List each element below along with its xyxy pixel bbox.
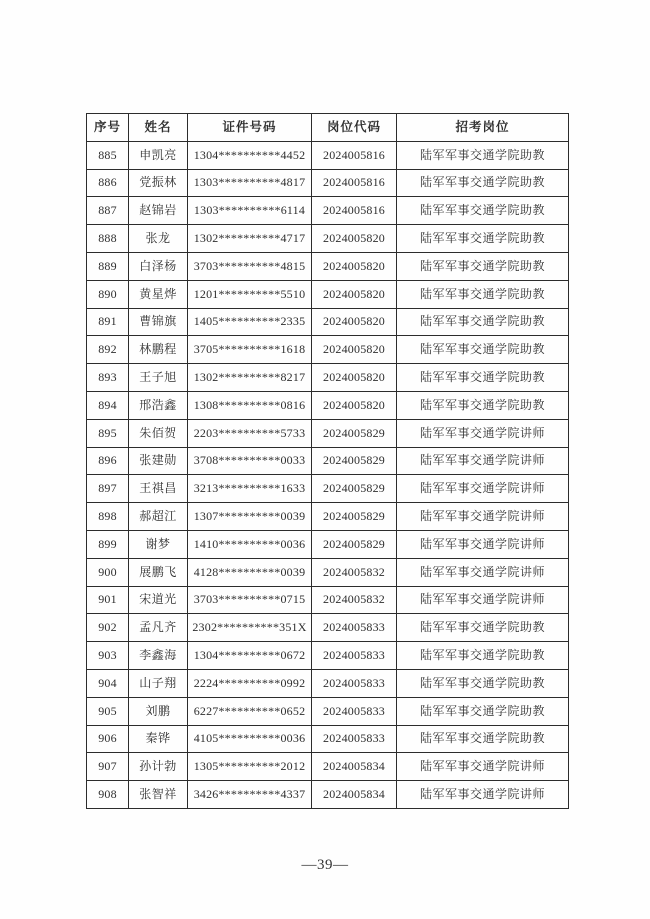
cell-id-number: 3705**********1618 [188,336,312,364]
cell-recruit-position: 陆军军事交通学院助教 [397,280,569,308]
cell-id-number: 1302**********4717 [188,225,312,253]
cell-position-code: 2024005820 [312,391,397,419]
cell-recruit-position: 陆军军事交通学院助教 [397,391,569,419]
cell-id-number: 3703**********0715 [188,586,312,614]
cell-id-number: 1304**********4452 [188,141,312,169]
column-header-recruit-position: 招考岗位 [397,114,569,142]
cell-id-number: 3426**********4337 [188,781,312,809]
cell-name: 张智祥 [129,781,188,809]
cell-position-code: 2024005816 [312,169,397,197]
cell-recruit-position: 陆军军事交通学院讲师 [397,781,569,809]
cell-serial: 908 [87,781,129,809]
cell-recruit-position: 陆军军事交通学院讲师 [397,753,569,781]
table-row [87,753,569,781]
cell-serial: 895 [87,419,129,447]
cell-serial: 900 [87,558,129,586]
cell-name: 孙计勃 [129,753,188,781]
cell-recruit-position: 陆军军事交通学院助教 [397,308,569,336]
cell-id-number: 1305**********2012 [188,753,312,781]
column-header-id-number: 证件号码 [188,114,312,142]
cell-id-number: 3708**********0033 [188,447,312,475]
cell-serial: 897 [87,475,129,503]
cell-recruit-position: 陆军军事交通学院助教 [397,697,569,725]
cell-name: 宋道光 [129,586,188,614]
cell-position-code: 2024005829 [312,475,397,503]
cell-id-number: 1302**********8217 [188,364,312,392]
table-row [87,169,569,197]
table-row [87,336,569,364]
cell-serial: 907 [87,753,129,781]
cell-recruit-position: 陆军军事交通学院助教 [397,725,569,753]
table-row [87,419,569,447]
cell-id-number: 1405**********2335 [188,308,312,336]
cell-name: 刘鹏 [129,697,188,725]
cell-name: 林鹏程 [129,336,188,364]
table-row [87,558,569,586]
cell-position-code: 2024005816 [312,141,397,169]
cell-position-code: 2024005833 [312,725,397,753]
cell-id-number: 1201**********5510 [188,280,312,308]
table-row [87,781,569,809]
cell-serial: 898 [87,503,129,531]
cell-serial: 890 [87,280,129,308]
cell-recruit-position: 陆军军事交通学院讲师 [397,586,569,614]
cell-id-number: 1304**********0672 [188,642,312,670]
cell-name: 王祺昌 [129,475,188,503]
cell-name: 李鑫海 [129,642,188,670]
table-row [87,530,569,558]
cell-serial: 902 [87,614,129,642]
cell-position-code: 2024005820 [312,252,397,280]
table-row [87,503,569,531]
cell-serial: 904 [87,669,129,697]
table-row [87,725,569,753]
cell-position-code: 2024005832 [312,586,397,614]
table-row [87,308,569,336]
cell-position-code: 2024005834 [312,781,397,809]
cell-id-number: 2203**********5733 [188,419,312,447]
page-number: —39— [301,857,349,873]
cell-recruit-position: 陆军军事交通学院讲师 [397,558,569,586]
cell-serial: 891 [87,308,129,336]
table-row [87,669,569,697]
cell-position-code: 2024005833 [312,642,397,670]
cell-name: 党振林 [129,169,188,197]
table-row [87,697,569,725]
cell-serial: 885 [87,141,129,169]
table-row [87,475,569,503]
cell-serial: 892 [87,336,129,364]
cell-name: 孟凡齐 [129,614,188,642]
cell-id-number: 1410**********0036 [188,530,312,558]
cell-recruit-position: 陆军军事交通学院讲师 [397,419,569,447]
cell-name: 邢浩鑫 [129,391,188,419]
cell-serial: 889 [87,252,129,280]
applicant-table [86,113,569,809]
cell-position-code: 2024005820 [312,336,397,364]
table-row [87,280,569,308]
cell-recruit-position: 陆军军事交通学院助教 [397,336,569,364]
cell-id-number: 3213**********1633 [188,475,312,503]
cell-recruit-position: 陆军军事交通学院助教 [397,669,569,697]
cell-recruit-position: 陆军军事交通学院助教 [397,614,569,642]
table-header-row [87,114,569,142]
cell-position-code: 2024005820 [312,225,397,253]
cell-position-code: 2024005829 [312,503,397,531]
cell-position-code: 2024005833 [312,697,397,725]
cell-serial: 901 [87,586,129,614]
cell-serial: 899 [87,530,129,558]
table-row [87,586,569,614]
cell-name: 白泽杨 [129,252,188,280]
cell-name: 展鹏飞 [129,558,188,586]
cell-recruit-position: 陆军军事交通学院助教 [397,642,569,670]
table-row [87,614,569,642]
cell-id-number: 1308**********0816 [188,391,312,419]
cell-name: 张龙 [129,225,188,253]
cell-position-code: 2024005820 [312,308,397,336]
table-row [87,364,569,392]
cell-id-number: 4128**********0039 [188,558,312,586]
column-header-serial: 序号 [87,114,129,142]
cell-id-number: 2224**********0992 [188,669,312,697]
cell-name: 申凯亮 [129,141,188,169]
cell-name: 朱佰贺 [129,419,188,447]
cell-serial: 893 [87,364,129,392]
cell-id-number: 6227**********0652 [188,697,312,725]
cell-serial: 888 [87,225,129,253]
cell-id-number: 1307**********0039 [188,503,312,531]
cell-name: 谢梦 [129,530,188,558]
table-row [87,225,569,253]
cell-recruit-position: 陆军军事交通学院助教 [397,364,569,392]
cell-recruit-position: 陆军军事交通学院助教 [397,169,569,197]
table-row [87,252,569,280]
cell-recruit-position: 陆军军事交通学院讲师 [397,447,569,475]
cell-recruit-position: 陆军军事交通学院讲师 [397,530,569,558]
cell-position-code: 2024005829 [312,419,397,447]
cell-recruit-position: 陆军军事交通学院助教 [397,197,569,225]
table-row [87,197,569,225]
cell-serial: 886 [87,169,129,197]
cell-recruit-position: 陆军军事交通学院助教 [397,141,569,169]
table-row [87,391,569,419]
cell-position-code: 2024005829 [312,530,397,558]
cell-position-code: 2024005833 [312,614,397,642]
table-row [87,447,569,475]
cell-name: 郝超江 [129,503,188,531]
cell-serial: 906 [87,725,129,753]
cell-recruit-position: 陆军军事交通学院助教 [397,252,569,280]
cell-id-number: 4105**********0036 [188,725,312,753]
cell-position-code: 2024005820 [312,364,397,392]
table-row [87,141,569,169]
cell-recruit-position: 陆军军事交通学院讲师 [397,475,569,503]
table-row [87,642,569,670]
cell-position-code: 2024005829 [312,447,397,475]
cell-position-code: 2024005816 [312,197,397,225]
cell-name: 赵锦岩 [129,197,188,225]
cell-id-number: 3703**********4815 [188,252,312,280]
cell-id-number: 2302**********351X [188,614,312,642]
cell-position-code: 2024005833 [312,669,397,697]
cell-name: 秦铧 [129,725,188,753]
cell-name: 黄星烨 [129,280,188,308]
cell-name: 王子旭 [129,364,188,392]
cell-position-code: 2024005832 [312,558,397,586]
cell-serial: 903 [87,642,129,670]
cell-recruit-position: 陆军军事交通学院讲师 [397,503,569,531]
cell-name: 山子翔 [129,669,188,697]
cell-serial: 905 [87,697,129,725]
cell-recruit-position: 陆军军事交通学院助教 [397,225,569,253]
cell-serial: 887 [87,197,129,225]
cell-name: 曹锦旗 [129,308,188,336]
cell-name: 张建勋 [129,447,188,475]
table-body [87,141,569,808]
column-header-position-code: 岗位代码 [312,114,397,142]
cell-id-number: 1303**********4817 [188,169,312,197]
cell-serial: 896 [87,447,129,475]
cell-position-code: 2024005820 [312,280,397,308]
cell-position-code: 2024005834 [312,753,397,781]
cell-serial: 894 [87,391,129,419]
cell-id-number: 1303**********6114 [188,197,312,225]
column-header-name: 姓名 [129,114,188,142]
